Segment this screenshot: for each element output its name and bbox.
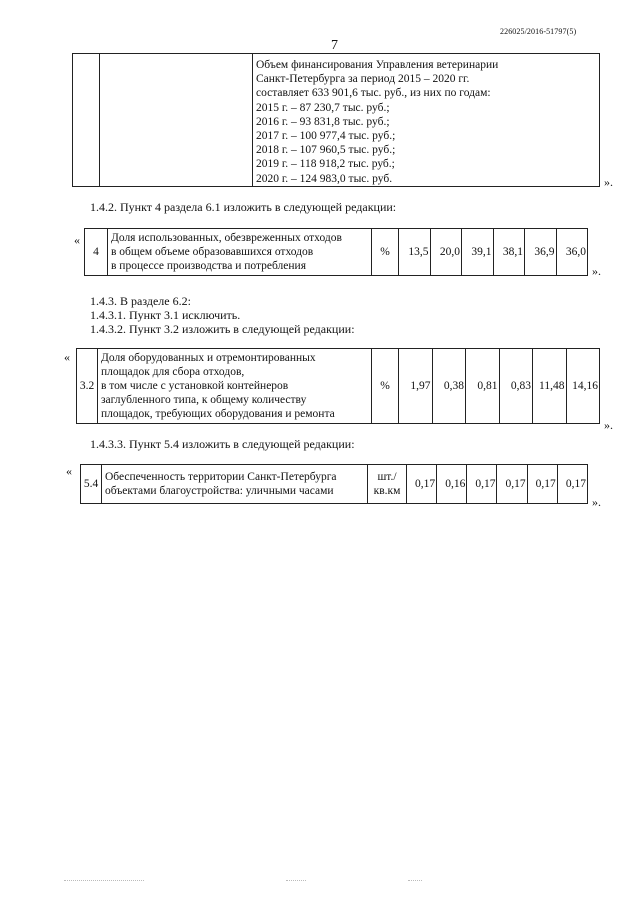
table-5-4-close-quote: ».	[592, 495, 601, 509]
table-point-5-4	[80, 464, 588, 504]
page-number: 7	[331, 38, 338, 53]
table-point-3-2	[76, 348, 600, 424]
table-3-2-text-line: площадок, требующих оборудования и ремонта	[101, 408, 335, 420]
table-4-value: 38,1	[493, 229, 525, 276]
funding-line: 2018 г. – 107 960,5 тыс. руб.;	[256, 144, 396, 157]
table-5-4-value: 0,16	[437, 465, 467, 504]
table-4-open-quote: «	[74, 233, 80, 247]
funding-line: 2017 г. – 100 977,4 тыс. руб.;	[256, 129, 396, 142]
table-3-2-num: 3.2	[77, 349, 98, 424]
funding-close-quote: ».	[604, 175, 613, 189]
paragraph-1-4-3-1: 1.4.3.1. Пункт 3.1 исключить.	[90, 308, 241, 322]
paragraph-1-4-2: 1.4.2. Пункт 4 раздела 6.1 изложить в следующей редакции:	[90, 200, 397, 214]
funding-line: составляет 633 901,6 тыс. руб., из них по годам:	[256, 87, 491, 100]
funding-line: 2020 г. – 124 983,0 тыс. руб.	[256, 172, 393, 185]
table-3-2-open-quote: «	[64, 350, 70, 364]
table-5-4-text	[102, 465, 368, 504]
table-4-value: 13,5	[399, 229, 431, 276]
table-5-4-value: 0,17	[497, 465, 527, 504]
table-4-close-quote: ».	[592, 264, 601, 278]
table-4-value: 20,0	[430, 229, 462, 276]
table-3-2-text-line: заглубленного типа, к общему количеству	[101, 394, 307, 406]
funding-line: 2019 г. – 118 918,2 тыс. руб.;	[256, 158, 395, 171]
table-4-text-line: в процессе производства и потребления	[111, 260, 307, 272]
table-3-2-value: 11,48	[533, 349, 567, 424]
funding-line: 2015 г. – 87 230,7 тыс. руб.;	[256, 101, 390, 114]
table-3-2-text-line: площадок для сбора отходов,	[101, 366, 245, 378]
paragraph-1-4-3: 1.4.3. В разделе 6.2:	[90, 294, 191, 308]
footer-dotted-mark	[286, 880, 306, 881]
table-3-2-value: 0,38	[432, 349, 466, 424]
table-5-4-value: 0,17	[527, 465, 557, 504]
table-5-4-value: 0,17	[467, 465, 497, 504]
table-4-value: 36,0	[556, 229, 588, 276]
table-4-value: 39,1	[462, 229, 494, 276]
table-3-2-value: 1,97	[399, 349, 433, 424]
funding-line: 2016 г. – 93 831,8 тыс. руб.;	[256, 115, 390, 128]
table-4-num: 4	[85, 229, 108, 276]
funding-col-name	[100, 54, 253, 187]
footer-dotted-mark	[408, 880, 422, 881]
table-5-4-unit	[368, 465, 407, 504]
funding-line: Санкт-Петербурга за период 2015 – 2020 гг.	[256, 73, 470, 86]
document-number: 226025/2016-51797(5)	[500, 27, 577, 36]
table-5-4-value: 0,17	[557, 465, 587, 504]
table-3-2-text-line: Доля оборудованных и отремонтированных	[101, 352, 316, 364]
table-4-value: 36,9	[525, 229, 557, 276]
table-4-text-line: в общем объеме образовавшихся отходов	[111, 246, 314, 258]
table-3-2-value: 0,83	[499, 349, 533, 424]
table-5-4-num: 5.4	[81, 465, 102, 504]
table-3-2-value: 0,81	[466, 349, 500, 424]
table-4-text-line: Доля использованных, обезвреженных отходов	[111, 232, 342, 244]
table-5-4-unit-line: шт./	[377, 471, 397, 483]
table-5-4-unit-line: кв.км	[373, 485, 401, 497]
funding-line: Объем финансирования Управления ветеринарии	[256, 59, 499, 71]
table-5-4-open-quote: «	[66, 464, 72, 478]
table-point-4	[84, 228, 588, 276]
table-5-4-text-line: Обеспеченность территории Санкт-Петербурга	[105, 471, 337, 483]
table-3-2-unit: %	[372, 349, 399, 424]
funding-table	[72, 53, 600, 187]
footer-dotted-mark	[64, 880, 144, 881]
table-3-2-text-line: в том числе с установкой контейнеров	[101, 380, 289, 392]
funding-text-cell	[253, 54, 600, 187]
paragraph-1-4-3-2: 1.4.3.2. Пункт 3.2 изложить в следующей редакции:	[90, 322, 355, 336]
funding-col-num	[73, 54, 100, 187]
table-5-4-text-line: объектами благоустройства: уличными часами	[105, 485, 334, 497]
table-4-text	[108, 229, 372, 276]
table-3-2-close-quote: ».	[604, 418, 613, 432]
table-4-unit: %	[372, 229, 399, 276]
table-5-4-value: 0,17	[407, 465, 437, 504]
table-3-2-value: 14,16	[566, 349, 600, 424]
paragraph-1-4-3-3: 1.4.3.3. Пункт 5.4 изложить в следующей редакции:	[90, 437, 355, 451]
table-3-2-text	[98, 349, 372, 424]
